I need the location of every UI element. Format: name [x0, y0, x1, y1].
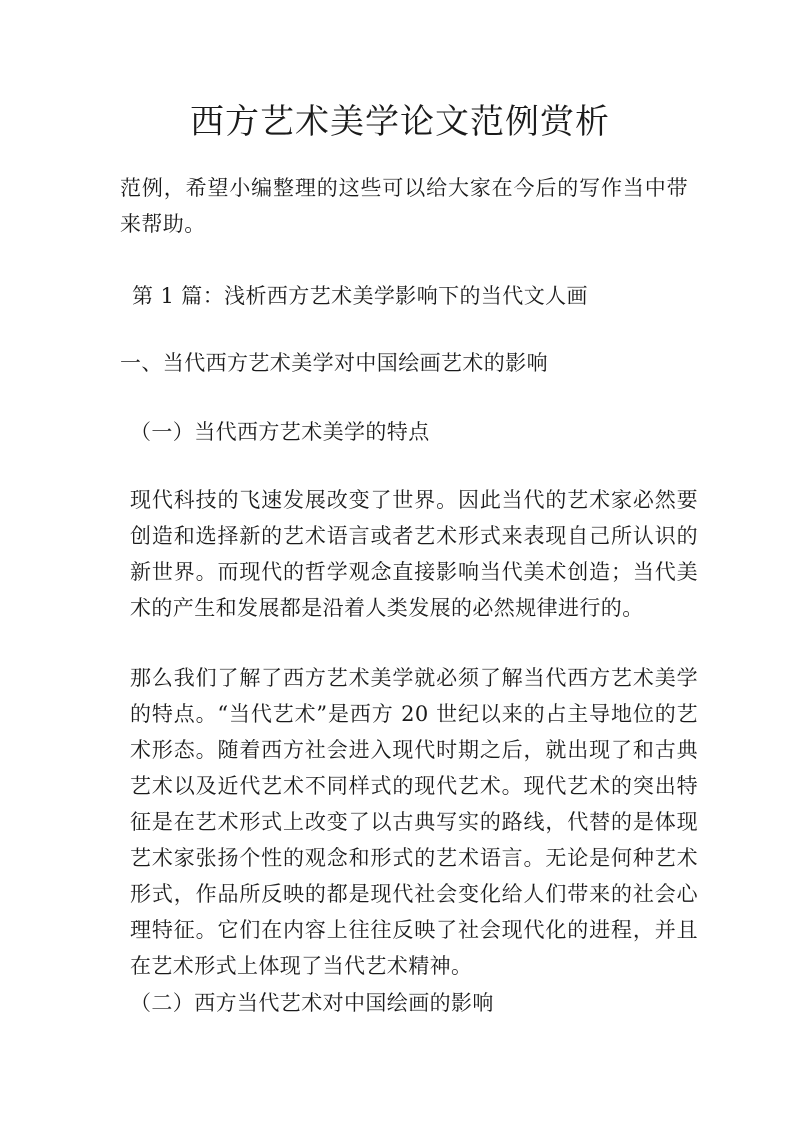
section-heading: 一、当代西方艺术美学对中国绘画艺术的影响 [120, 351, 548, 375]
chapter-heading: 第 1 篇：浅析西方艺术美学影响下的当代文人画 [132, 284, 588, 308]
document-title: 西方艺术美学论文范例赏析 [190, 102, 610, 142]
body-paragraph-1: 现代科技的飞速发展改变了世界。因此当代的艺术家必然要创造和选择新的艺术语言或者艺术形式来表现自己所认识的新世界。而现代的哲学观念直接影响当代美术创造；当代美术的产生和发展都是沿着人类发展的必然规律进行的。 [130, 488, 698, 620]
subsection-heading-1: （一）当代西方艺术美学的特点 [130, 420, 430, 444]
intro-paragraph: 范例，希望小编整理的这些可以给大家在今后的写作当中带来帮助。 [120, 176, 688, 236]
body-paragraph-2: 那么我们了解了西方艺术美学就必须了解当代西方艺术美学的特点。“当代艺术”是西方 20 世纪以来的占主导地位的艺术形态。随着西方社会进入现代时期之后，就出现了和古典艺术以及近代艺术不同样式的现代艺术。现代艺术的突出特征是在艺术形式上改变了以古典写实的路线，代替的是体现艺术家张扬个性的观念和形式的艺术语言。无论是何种艺术形式，作品所反映的都是现代社会变化给人们带来的社会心理特征。它们在内容上往往反映了社会现代化的进程，并且在艺术形式上体现了当代艺术精神。 [130, 666, 698, 978]
subsection-heading-2: （二）西方当代艺术对中国绘画的影响 [130, 991, 494, 1015]
